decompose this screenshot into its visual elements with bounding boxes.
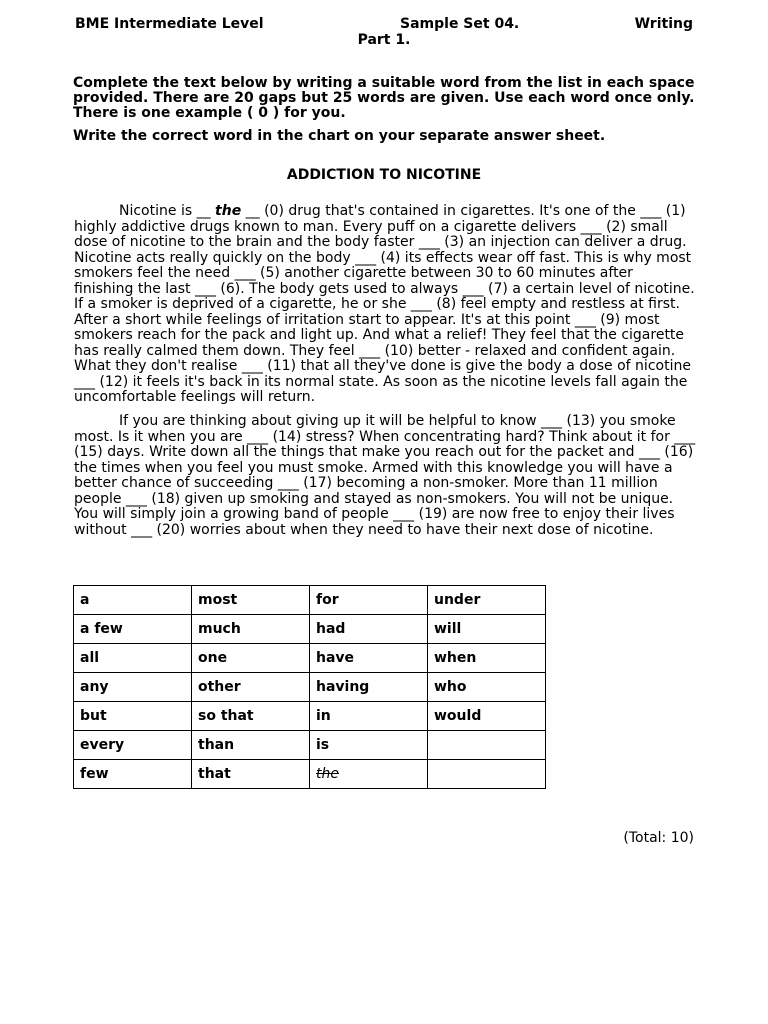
word-cell: much: [192, 615, 310, 644]
text-title: ADDICTION TO NICOTINE: [286, 167, 482, 183]
total-score: (Total: 10): [623, 830, 694, 846]
part-label: Part 1.: [357, 32, 411, 48]
word-cell: [428, 760, 546, 789]
word-cell: a: [74, 586, 192, 615]
paragraph-1-start: Nicotine is __: [119, 203, 216, 219]
word-cell: had: [310, 615, 428, 644]
word-cell: all: [74, 644, 192, 673]
word-table-row: [74, 615, 546, 644]
word-cell: under: [428, 586, 546, 615]
word-cell: will: [428, 615, 546, 644]
word-cell: one: [192, 644, 310, 673]
paragraph-1: [74, 204, 696, 406]
word-cell: most: [192, 586, 310, 615]
paragraph-1-rest: __ (0) drug that's contained in cigarettes. It's one of the ___ (1) highly addictive drugs known to man. Every puff on a cigarette delivers ___ (2) small dose of nicotine to the brain and the body faster ___ (3) an injection can deliver a drug. Nicotine acts really quickly on the body ___ (4) its effects wear off fast. This is why most smokers feel the need ___ (5) another cigarette between 30 to 60 minutes after finishing the last ___ (6). The body gets used to always ___ (7) a certain level of nicotine. If a smoker is deprived of a cigarette, he or she ___ (8) feel empty and restless at first. After a short while feelings of irritation start to appear. It's at this point ___ (9) most smokers reach for the pack and light up. And what a relief! They feel that the cigarette has really calmed them down. They feel ___ (10) better - relaxed and confident again. What they don't realise ___ (11) that all they've done is give the body a dose of nicotine ___ (12) it feels it's back in its normal state. As soon as the nicotine levels fall again the uncomfortable feelings will return.: [74, 203, 695, 405]
word-cell: the: [310, 760, 428, 789]
word-list-table: [73, 585, 546, 789]
paragraph-2: [74, 414, 696, 538]
instructions-text: Complete the text below by writing a suitable word from the list in each space provided. There are 20 gaps but 25 words are given. Use each word once only. There is one example ( 0 ) for you.: [73, 75, 695, 121]
word-table-row: [74, 644, 546, 673]
word-cell: when: [428, 644, 546, 673]
word-cell: so that: [192, 702, 310, 731]
word-cell: [428, 731, 546, 760]
word-cell: a few: [74, 615, 192, 644]
word-cell: any: [74, 673, 192, 702]
word-cell: would: [428, 702, 546, 731]
word-table-row: [74, 760, 546, 789]
sample-set: Sample Set 04.: [400, 16, 520, 32]
exam-level: BME Intermediate Level: [75, 16, 264, 32]
word-cell: is: [310, 731, 428, 760]
word-cell: having: [310, 673, 428, 702]
word-cell: other: [192, 673, 310, 702]
word-cell: in: [310, 702, 428, 731]
word-table-row: [74, 731, 546, 760]
section-name: Writing: [634, 16, 693, 32]
word-cell: who: [428, 673, 546, 702]
answer-sheet-instruction: Write the correct word in the chart on your separate answer sheet.: [73, 128, 606, 144]
word-cell: but: [74, 702, 192, 731]
word-cell: for: [310, 586, 428, 615]
word-cell: every: [74, 731, 192, 760]
paragraph-2-text: If you are thinking about giving up it will be helpful to know ___ (13) you smoke most. Is it when you are ___ (14) stress? When concentrating hard? Think about it for ___ (15) days. Write down all the things that make you reach out for the packet and ___ (16) the times when you feel you must smoke. Armed with this knowledge you will have a better chance of succeeding ___ (17) becoming a non-smoker. More than 11 million people ___ (18) given up smoking and stayed as non-smokers. You will not be unique. You will simply join a growing band of people ___ (19) are now free to enjoy their lives without ___ (20) worries about when they need to have their next dose of nicotine.: [74, 413, 696, 538]
word-table-row: [74, 702, 546, 731]
word-table-row: [74, 586, 546, 615]
word-cell: than: [192, 731, 310, 760]
word-cell: that: [192, 760, 310, 789]
example-answer: the: [215, 203, 242, 219]
word-table-row: [74, 673, 546, 702]
word-cell: have: [310, 644, 428, 673]
word-cell: few: [74, 760, 192, 789]
